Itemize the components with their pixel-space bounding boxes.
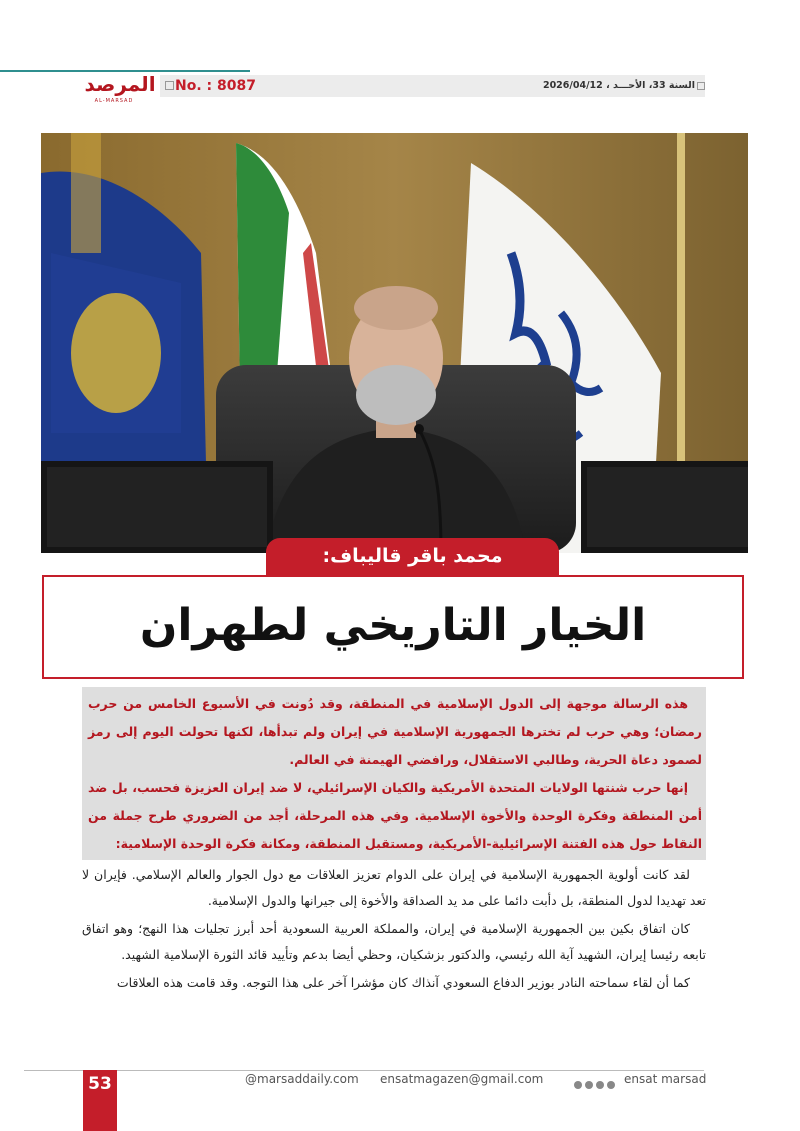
issue-date: السنة 33، الأحـــد ، 2026/04/12 (542, 80, 695, 91)
lead-photo (41, 133, 748, 553)
body-paragraph: لقد كانت أولوية الجمهورية الإسلامية في إيران على الدوام تعزيز العلاقات مع دول الجوار والعالم الإسلامي. فإيران لا تعد تهديدا لدول المنطقة، بل دأبت دائما على مد يد الصداقة والأخوة إلى جيرانها والدول الإسلامية. (82, 867, 706, 908)
square-bullet-icon (697, 82, 705, 90)
kicker: محمد باقر قاليباف: (322, 545, 503, 567)
intro (88, 690, 702, 858)
social-icons (573, 1075, 619, 1085)
email-link[interactable]: ensatmagazen@gmail.com (380, 1072, 544, 1086)
intro-paragraph: هذه الرسالة موجهة إلى الدول الإسلامية في المنطقة، وقد دُونت في الأسبوع الخامس من حرب رمضان؛ وهي حرب لم تخترها الجمهورية الإسلامية في إيران ولم تبدأها، لكنها تحولت اليوم إلى رمز لصمود دعاة الحرية، وطالبي الاستقلال، ورافضي الهيمنة في العالم. (88, 696, 702, 767)
publication-logo-sub: AL-MARSAD (94, 98, 134, 104)
social-handle[interactable]: ensat marsad (624, 1072, 707, 1086)
issue-number: No. : 8087 (175, 78, 256, 94)
page-number: 53 (88, 1074, 112, 1094)
youtube-icon (607, 1081, 615, 1089)
intro-paragraph: إنها حرب شنتها الولايات المتحدة الأمريكية والكيان الإسرائيلي، لا ضد إيران العزيزة فحسب، بل ضد أمن المنطقة وفكرة الوحدة والأخوة الإسلامية. وفي هذه المرحلة، أجد من الضروري طرح جملة من النقاط حول هذه الفتنة الإسرائيلية-الأمريكية، ومستقبل المنطقة، ومكانة فكرة الوحدة الإسلامية: (88, 780, 702, 851)
headline-title: الخيار التاريخي لطهران (139, 600, 647, 651)
footer-rule (24, 1070, 704, 1071)
facebook-icon (574, 1081, 582, 1089)
article-body (82, 862, 706, 998)
body-paragraph: كان اتفاق بكين بين الجمهورية الإسلامية في إيران، والمملكة العربية السعودية أحد أبرز تجليات هذا النهج؛ وهو اتفاق تابعه رئيسا إيران، الشهيد آية الله رئيسي، والدكتور بزشكيان، وحظي أيضا بدعم وتأييد قائد الثورة الإسلامية الشهيد. (82, 921, 706, 962)
square-bullet-icon (165, 81, 174, 90)
website-link[interactable]: @marsaddaily.com (245, 1072, 359, 1086)
body-paragraph: كما أن لقاء سماحته النادر بوزير الدفاع السعودي آنذاك كان مؤشرا آخر على هذا التوجه. وقد قامت هذه العلاقات (116, 975, 690, 990)
publication-logo[interactable]: المرصد (84, 72, 156, 96)
instagram-icon (596, 1081, 604, 1089)
twitter-icon (585, 1081, 593, 1089)
